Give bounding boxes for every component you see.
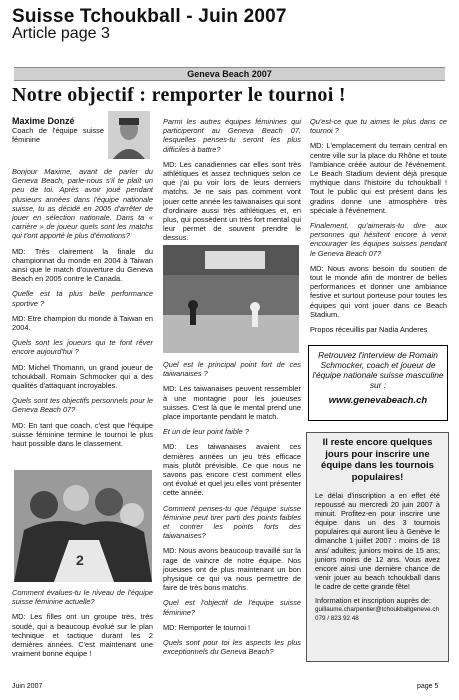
interview-answer: MD: Remporter le tournoi ! xyxy=(163,622,251,632)
interview-link-text: Retrouvez l'interview de Romain Schmocker, coach et joueur de l'équipe nationale suisse masculine sur : xyxy=(312,350,444,390)
column-3 xyxy=(310,117,447,340)
interview-question: Quels sont pour toi les aspects les plus exceptionnels du Geneva Beach? xyxy=(163,638,301,657)
contact-email[interactable]: guillaume.charpentier@tchoukballgeneve.ch xyxy=(315,606,440,614)
interview-question: Quels sont tes objectifs personnels pour le Geneva Beach 07? xyxy=(12,396,153,415)
interview-question: Et un de leur point faible ? xyxy=(163,427,249,437)
interview-answer: MD: Les taiwanaises avaient ces dernières années un jeu très efficace mais plutôt prévisible. Ce que nous ne savons pas encore c'est comment elles ont évolué et quel jeu elles vont présenter cette année. xyxy=(163,442,301,498)
column-1-bottom xyxy=(12,588,153,664)
interview-answer: MD: Nous avons besoin du soutien de tout le monde afin de montrer de belles performances et donner une ambiance festive et surtout porteuse pour toutes les équipes qui vont jouer dans ce Beach Stadium. xyxy=(310,263,447,319)
interview-answer: MD: Les canadiennes car elles sont très athlétiques et assez techniques selon ce que j'ai pu voir lors de leurs derniers matchs. Je ne sais pas comment vont jouer cette année les taiwanaises qui sont d'ordinaire aussi très athlétiques et, en plus, qui possèdent un très fort mental qui leur permet de souvent prendre le dessus. xyxy=(163,159,301,243)
registration-box xyxy=(306,432,449,662)
interview-answer: MD: Les filles ont un groupe très, très soudé, qui a beaucoup évolué sur le plan technique et tactique durant les 2 dernières années. C'est maintenant une vraiment bonne équipe ! xyxy=(12,612,153,659)
genevabeach-link[interactable]: www.genevabeach.ch xyxy=(328,395,428,406)
intro-block xyxy=(12,117,104,145)
interview-answer: MD: Michel Thomann, un grand joueur de tchoukball. Romain Schmocker qui a des qualités d'attaquant incroyables. xyxy=(12,362,153,391)
footer-page: page 5 xyxy=(417,683,439,690)
interview-answer: Propos réceuillis par Nadia Anderes xyxy=(310,325,428,335)
interview-question: Quel est l'objectif de l'équipe suisse féminine? xyxy=(163,598,301,617)
interview-answer: MD: Très clairement la finale du championnat du monde en 2004 à Taiwan ainsi que le match d'ouverture du Geneva Beach en 2005 contre le Canada. xyxy=(12,246,153,284)
article-page-label: Article page 3 xyxy=(12,25,110,42)
registration-info-label: Information et inscription auprès de: xyxy=(315,596,432,606)
interview-link-box xyxy=(308,345,448,421)
author-role: Coach de l'équipe suisse féminine xyxy=(12,126,104,145)
interview-question: Quelle est ta plus belle performance sportive ? xyxy=(12,289,153,308)
contact-phone: 079 / 823 92 48 xyxy=(315,615,359,623)
section-band: Geneva Beach 2007 xyxy=(14,67,445,81)
interview-answer: MD: L'emplacement du terrain central en centre ville sur la place du Rhône et toute l'ambiance créée autour de l'événement. Le Beach Stadium devient déjà presque mythique dans l'histoire du tchoukball ! Tout le public qui est présent dans les gradins donne une atmosphère très spéciale à l'événement. xyxy=(310,141,447,215)
interview-question: Finalement, qu'aimerais-tu dire aux personnes qui hésitent encore à venir encourager les équipes suisses pendant le Geneva Beach 07? xyxy=(310,221,447,258)
interview-question: Quels sont les joueurs qui te font rêver encore aujourd'hui ? xyxy=(12,338,153,357)
column-2 xyxy=(163,117,301,249)
column-1 xyxy=(12,167,153,454)
interview-question: Bonjour Maxime, avant de parler du Geneva Beach, parle-nous s'il te plaît un peu de toi. Après avoir joué pendant plusieurs années dans l'équipe nationale suisse, tu as décidé en 2005 d'arrêter de jouer en sélection nationale. Dans ta « carrière » de joueur quels sont les matchs qui t'ont apporté le plus d'émotions? xyxy=(12,167,153,241)
interview-question: Comment évalues-tu le niveau de l'équipe suisse féminine actuelle? xyxy=(12,588,153,607)
footer-date: Juin 2007 xyxy=(12,683,43,690)
beach-stadium-photo xyxy=(163,245,299,353)
interview-question: Quel est le principal point fort de ces taiwanaises ? xyxy=(163,360,301,379)
registration-title: Il reste encore quelques jours pour inscrire une équipe dans les tournois populaires! xyxy=(320,437,434,483)
portrait-photo xyxy=(108,111,150,159)
interview-answer: MD: En tant que coach, c'est que l'équipe suisse féminine termine le tournoi le plus haut possible dans le classement. xyxy=(12,420,153,449)
svg-text:2: 2 xyxy=(76,552,84,568)
team-huddle-photo xyxy=(14,470,152,582)
interview-answer: MD: Nous avons beaucoup travaillé sur la rage de vaincre de notre équipe. Nos joueuses ont de plus maintenant un bon physique ce qui va nous permettre de faire de très bons matchs. xyxy=(163,546,301,593)
newsletter-title: Suisse Tchoukball - Juin 2007 xyxy=(12,6,287,27)
interview-answer: MD: Etre champion du monde à Taiwan en 2004. xyxy=(12,313,153,333)
author-name: Maxime Donzé xyxy=(12,116,75,126)
column-2-bottom xyxy=(163,360,301,662)
interview-answer: MD: Les taiwanaises peuvent ressembler à une montagne pour les joueuses suisses. C'est là que le mental prend une place importante pendant le match. xyxy=(163,384,301,422)
interview-question: Qu'est-ce que tu aimes le plus dans ce tournoi ? xyxy=(310,117,447,136)
article-title: Notre objectif : remporter le tournoi ! xyxy=(12,84,346,106)
registration-text: Le délai d'inscription a en effet été repoussé au mercredi 20 juin 2007 à minuit. Profitez-en pour inscrire une équipe dans un des 3 tournois populaires qui auront lieu à Genève le dimanche 1 juillet 2007 : moins de 18 ans/ adultes; juniors moins de 15 ans; juniors moins de 12 ans. Vous avez encore ainsi une dernière chance de venir jouer au beach tchoukball dans le cadre de cette grande fête! xyxy=(315,491,440,591)
interview-question: Parmi les autres équipes féminines qui participeront au Geneva Beach 07, lesquelles penses-tu seront les plus difficiles à battre? xyxy=(163,117,301,154)
interview-question: Comment penses-tu que l'équipe suisse féminine peut tirer parti des points faibles et contrer les points forts des taiwanaises? xyxy=(163,503,301,541)
